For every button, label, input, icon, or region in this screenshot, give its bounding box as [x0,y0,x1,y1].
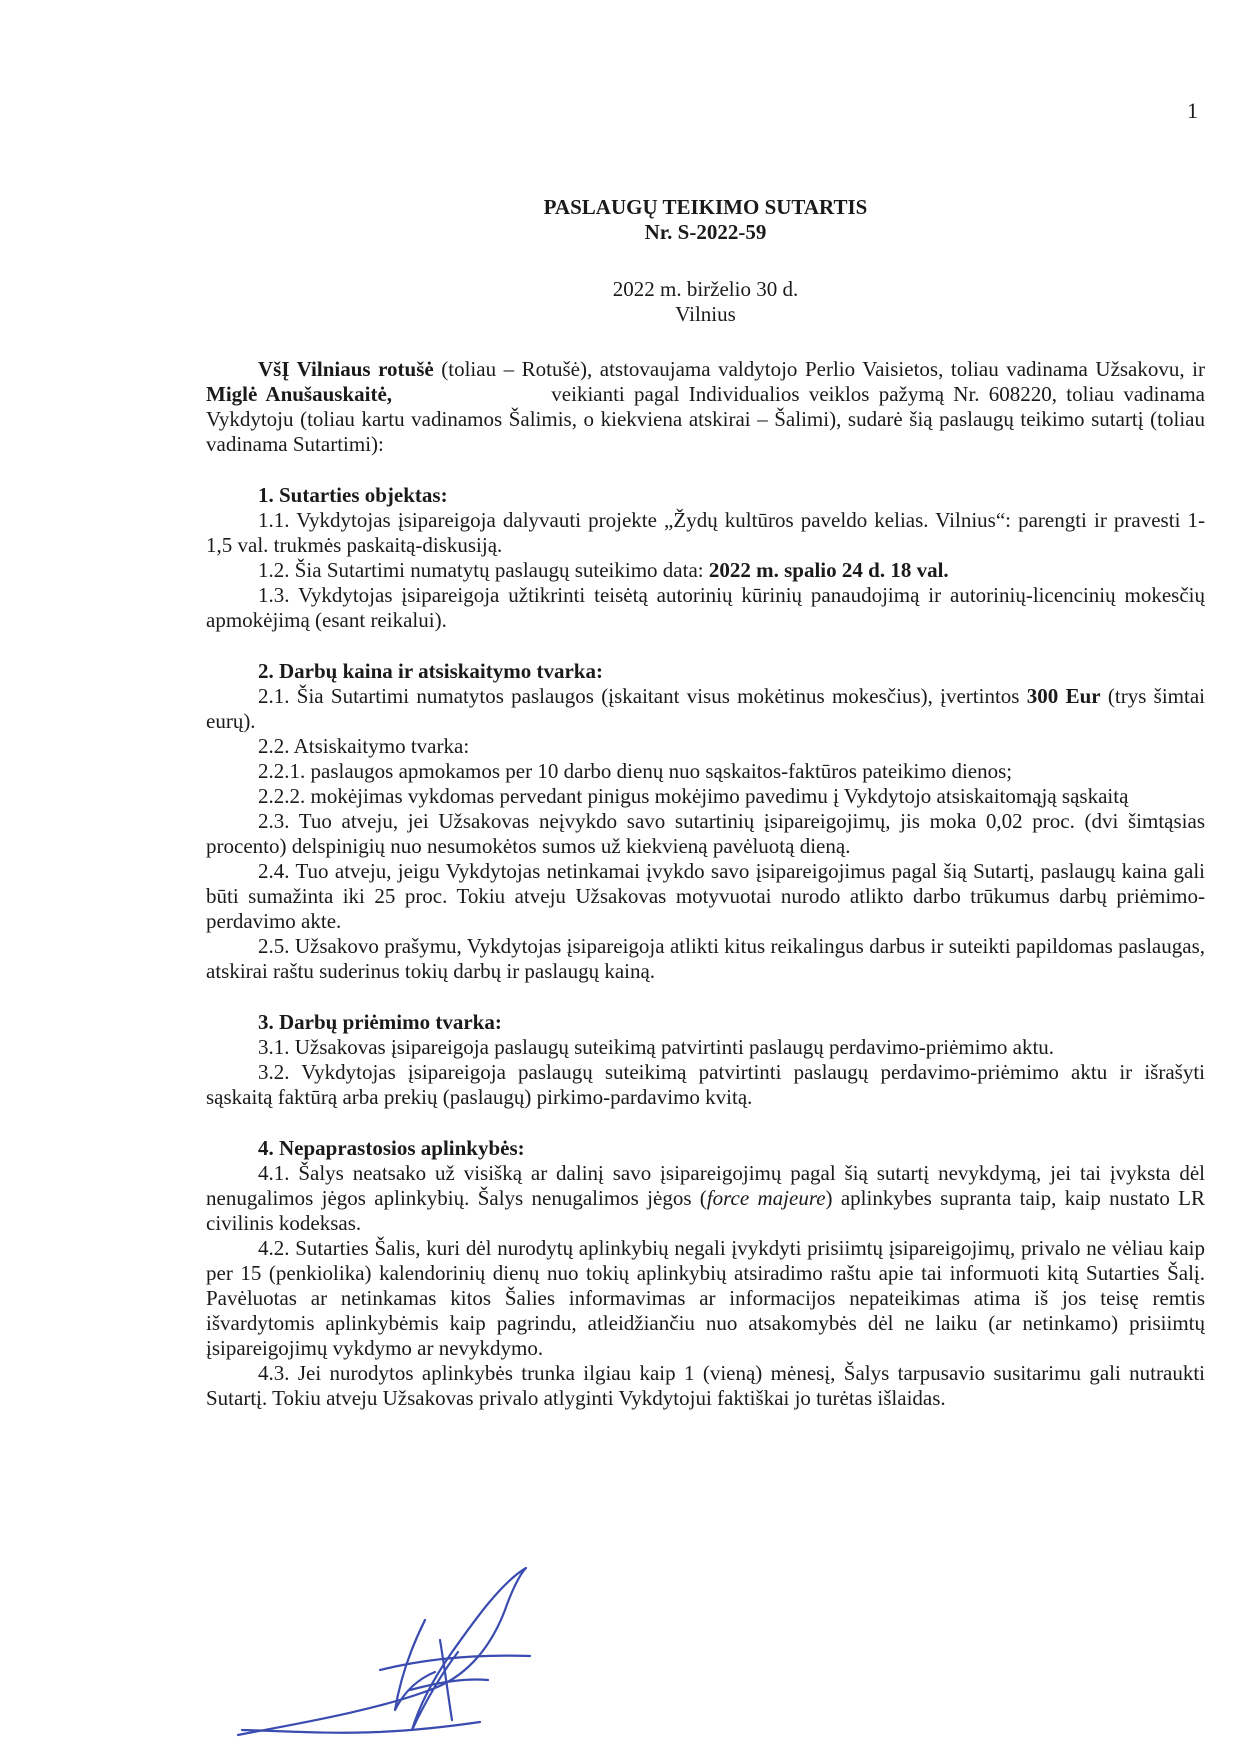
clause-2-1: 2.1. Šia Sutartimi numatytos paslaugos (įskaitant visus mokėtinus mokesčius), įvertintos 300 Eur (trys šimtai eurų). [206,684,1205,733]
clause-2-4: 2.4. Tuo atveju, jeigu Vykdytojas netinkamai įvykdo savo įsipareigojimus pagal šią Sutartį, paslaugų kaina gali būti sumažinta iki 25 proc. Tokiu atveju Užsakovas motyvuotai nurodo atlikto darbo trūkumus darbų priėmimo-perdavimo akte. [206,859,1205,933]
date-block [206,277,1205,327]
clause-2-2-1: 2.2.1. paslaugos apmokamos per 10 darbo dienų nuo sąskaitos-faktūros pateikimo dienos; [258,759,1013,783]
intro-paragraph: VšĮ Vilniaus rotušė (toliau – Rotušė), atstovaujama valdytojo Perlio Vaisietos, toliau vadinama Užsakovu, ir Miglė Anušauskaitė, veikianti pagal Individualios veiklos pažymą Nr. 608220, toliau vadinama Vykdytoju (toliau kartu vadinamos Šalimis, o kiekviena atskirai – Šalimi), sudarė šią paslaugų teikimo sutartį (toliau vadinama Sutartimi): [206,357,1205,456]
contract-date: 2022 m. birželio 30 d. [612,277,799,301]
section-1-heading: 1. Sutarties objektas: [258,483,448,507]
clause-3-2: 3.2. Vykdytojas įsipareigoja paslaugų suteikimą patvirtinti paslaugų perdavimo-priėmimo aktu ir išrašyti sąskaitą faktūrą arba prekių (paslaugų) pirkimo-pardavimo kvitą. [206,1060,1205,1109]
clause-3-1: 3.1. Užsakovas įsipareigoja paslaugų suteikimą patvirtinti paslaugų perdavimo-priėmimo aktu. [258,1035,1055,1059]
clause-2-2-2: 2.2.2. mokėjimas vykdomas pervedant pinigus mokėjimo pavedimu į Vykdytojo atsiskaitomąją sąskaitą [258,784,1129,808]
section-2-heading: 2. Darbų kaina ir atsiskaitymo tvarka: [258,659,603,683]
clause-1-2: 1.2. Šia Sutartimi numatytų paslaugų suteikimo data: 2022 m. spalio 24 d. 18 val. [258,558,949,582]
org-name: VšĮ Vilniaus rotušė [258,357,434,381]
contract-number: Nr. S-2022-59 [644,220,767,244]
clause-2-5: 2.5. Užsakovo prašymu, Vykdytojas įsipareigoja atlikti kitus reikalingus darbus ir suteikti papildomas paslaugas, atskirai raštu suderinus tokių darbų ir paslaugų kainą. [206,934,1205,983]
handwritten-signature [230,1560,590,1750]
section-4-heading: 4. Nepaprastosios aplinkybės: [258,1136,525,1160]
contract-title: PASLAUGŲ TEIKIMO SUTARTIS [543,195,868,219]
person-name: Miglė Anušauskaitė, [206,382,393,406]
clause-1-3: 1.3. Vykdytojas įsipareigoja užtikrinti teisėtą autorinių kūrinių panaudojimą ir autorinių-licencinių mokesčių apmokėjimą (esant reikalui). [206,583,1205,632]
contract-document [206,195,1205,1411]
clause-2-3: 2.3. Tuo atveju, jei Užsakovas neįvykdo savo sutartinių įsipareigojimų, jis moka 0,02 proc. (dvi šimtąsias procento) delspinigių nuo nesumokėtos sumos už kiekvieną pavėluotą dieną. [206,809,1205,858]
clause-2-2: 2.2. Atsiskaitymo tvarka: [258,734,470,758]
clause-1-1: 1.1. Vykdytojas įsipareigoja dalyvauti projekte „Žydų kultūros paveldo kelias. Vilnius“: parengti ir pravesti 1-1,5 val. trukmės paskaitą-diskusiją. [206,508,1205,557]
clause-4-1: 4.1. Šalys neatsako už visišką ar dalinį savo įsipareigojimų pagal šią sutartį nevykdymą, jei tai įvyksta dėl nenugalimos jėgos aplinkybių. Šalys nenugalimos jėgos (force majeure) aplinkybes supranta taip, kaip nustato LR civilinis kodeksas. [206,1161,1205,1235]
contract-city: Vilnius [675,302,736,326]
clause-4-3: 4.3. Jei nurodytos aplinkybės trunka ilgiau kaip 1 (vieną) mėnesį, Šalys tarpusavio susitarimu gali nutraukti Sutartį. Tokiu atveju Užsakovas privalo atlyginti Vykdytojui faktiškai jo turėtas išlaidas. [206,1361,1205,1410]
section-3-heading: 3. Darbų priėmimo tvarka: [258,1010,502,1034]
page-number: 1 [1187,98,1198,123]
clause-4-2: 4.2. Sutarties Šalis, kuri dėl nurodytų aplinkybių negali įvykdyti prisiimtų įsipareigojimų, privalo ne vėliau kaip per 15 (penkiolika) kalendorinių dienų nuo tokių aplinkybių atsiradimo raštu apie tai informuoti kitą Sutarties Šalį. Pavėluotas ar netinkamas kitos Šalies informavimas ar informacijos nepateikimas atima iš jos teisę remtis išvardytomis aplinkybėmis kaip pagrindu, atleidžiančiu nuo atsakomybės dėl ne laiku (ar netinkamo) prisiimtų įsipareigojimų vykdymo ar nevykdymo. [206,1236,1205,1360]
